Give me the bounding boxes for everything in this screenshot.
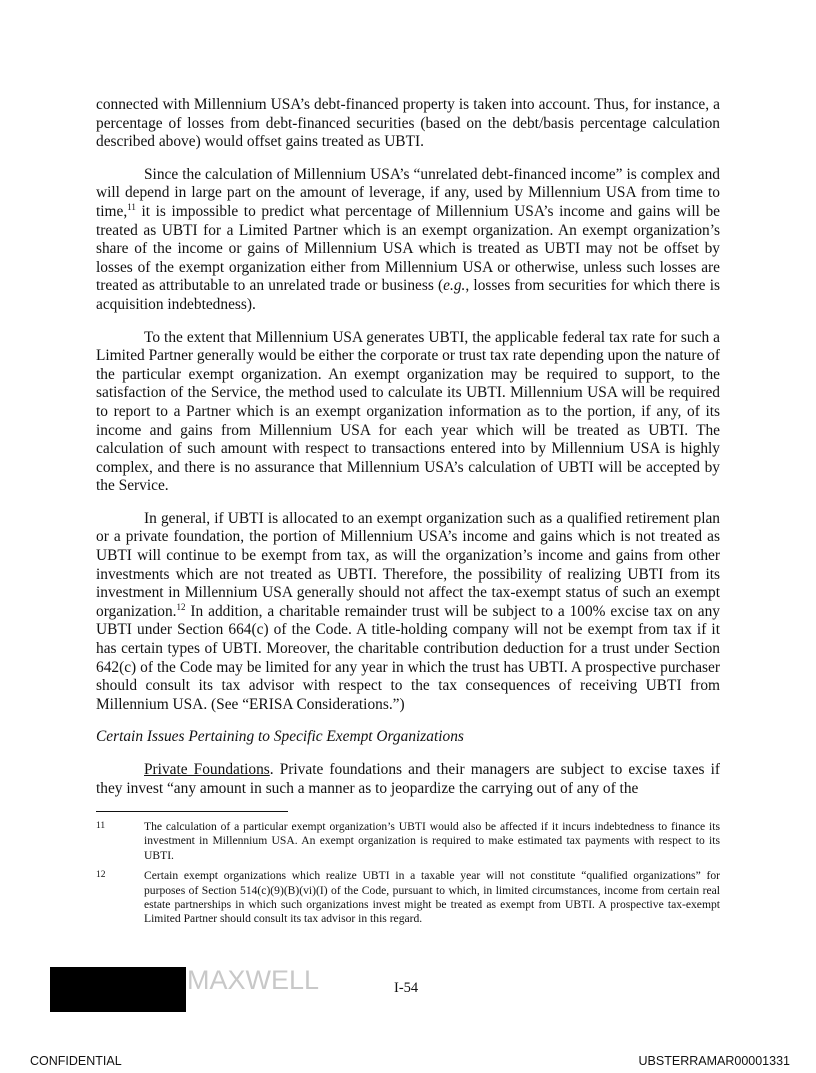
footnote-12 [96,869,720,927]
footnote-11 [96,820,720,863]
watermark: MAXWELL [187,965,320,995]
footnote-number: 11 [96,821,106,831]
paragraph-4: In general, if UBTI is allocated to an exempt organization such as a qualified retirement plan or a private foundation, the portion of Millennium USA’s income and gains which is not treated as UBTI will continue to be exempt from tax, as will the organization’s income and gains from other investments which are not treated as UBTI. Therefore, the possibility of realizing UBTI from its investment in Millennium USA generally should not affect the tax-exempt status of such an exempt organization.$^{12}$ In addition, a charitable remainder trust will be subject to a 100% excise tax on any UBTI under Section 664(c) of the Code. A title-holding company will not be exempt from tax if it has certain types of UBTI. Moreover, the charitable contribution deduction for a trust under Section 642(c) of the Code may be limited for any year in which the trust has UBTI. A prospective purchaser should consult its tax advisor with respect to the tax consequences of receiving UBTI from Millennium USA. (See “ERISA Considerations.”) [96,509,720,713]
footnotes [96,820,720,933]
redaction-box [50,967,186,1012]
footnote-text: Certain exempt organizations which realize UBTI in a taxable year will not constitute “qualified organizations” for purposes of Section 514(c)(9)(B)(vi)(I) of the Code, pursuant to which, in limited circumstances, income from certain real estate partnerships in which such organizations invest might be treated as exempt from UBTI. A prospective tax-exempt Limited Partner should consult its tax advisor in this regard. [144,869,720,926]
footnote-text: The calculation of a particular exempt organization’s UBTI would also be affected if it incurs indebtedness to finance its investment in Millennium USA. An exempt organization is required to make estimated tax payments with respect to its UBTI. [144,820,720,862]
section-heading: Certain Issues Pertaining to Specific Exempt Organizations [96,728,464,746]
paragraph-1: connected with Millennium USA’s debt-financed property is taken into account. Thus, for instance, a percentage of losses from debt-financed securities (based on the debt/basis percentage calculation described above) would offset gains treated as UBTI. [96,96,720,151]
body-text [96,96,720,798]
footnote-ref-11[interactable]: 11 [127,201,136,212]
page-number: I-54 [394,980,419,996]
bates-number: UBSTERRAMAR00001331 [638,1054,790,1068]
paragraph-5: Private Foundations. Private foundations and their managers are subject to excise taxes if they invest “any amount in such a manner as to jeopardize the carrying out of any of the [96,761,720,797]
confidential-label: CONFIDENTIAL [30,1054,122,1068]
footnote-number: 12 [96,870,106,881]
footnote-divider [96,811,288,812]
footnote-ref-12[interactable]: 12 [176,601,186,612]
paragraph-2: Since the calculation of Millennium USA’s “unrelated debt-financed income” is complex and will depend in large part on the amount of leverage, if any, used by Millennium USA from time to time,$^{11}$ it is impossible to predict what percentage of Millennium USA’s income and gains will be treated as UBTI for a Limited Partner which is an exempt organization. An exempt organization’s share of the income or gains of Millennium USA which is treated as UBTI may not be offset by losses of the exempt organization either from Millennium USA or otherwise, unless such losses are treated as attributable to an unrelated trade or business (e.g., losses from securities for which there is acquisition indebtedness). [96,165,720,313]
private-foundations-label: Private Foundations [144,761,270,778]
paragraph-3: To the extent that Millennium USA generates UBTI, the applicable federal tax rate for such a Limited Partner generally would be either the corporate or trust tax rate depending upon the nature of the particular exempt organization. An exempt organization may be required to support, to the satisfaction of the Service, the method used to calculate its UBTI. Millennium USA will be required to report to a Partner which is an exempt organization information as to the portion, if any, of its income and gains from Millennium USA for each year which will be treated as UBTI. The calculation of such amount with respect to transactions entered into by Millennium USA is highly complex, and there is no assurance that Millennium USA’s calculation of UBTI will be accepted by the Service. [96,328,720,495]
